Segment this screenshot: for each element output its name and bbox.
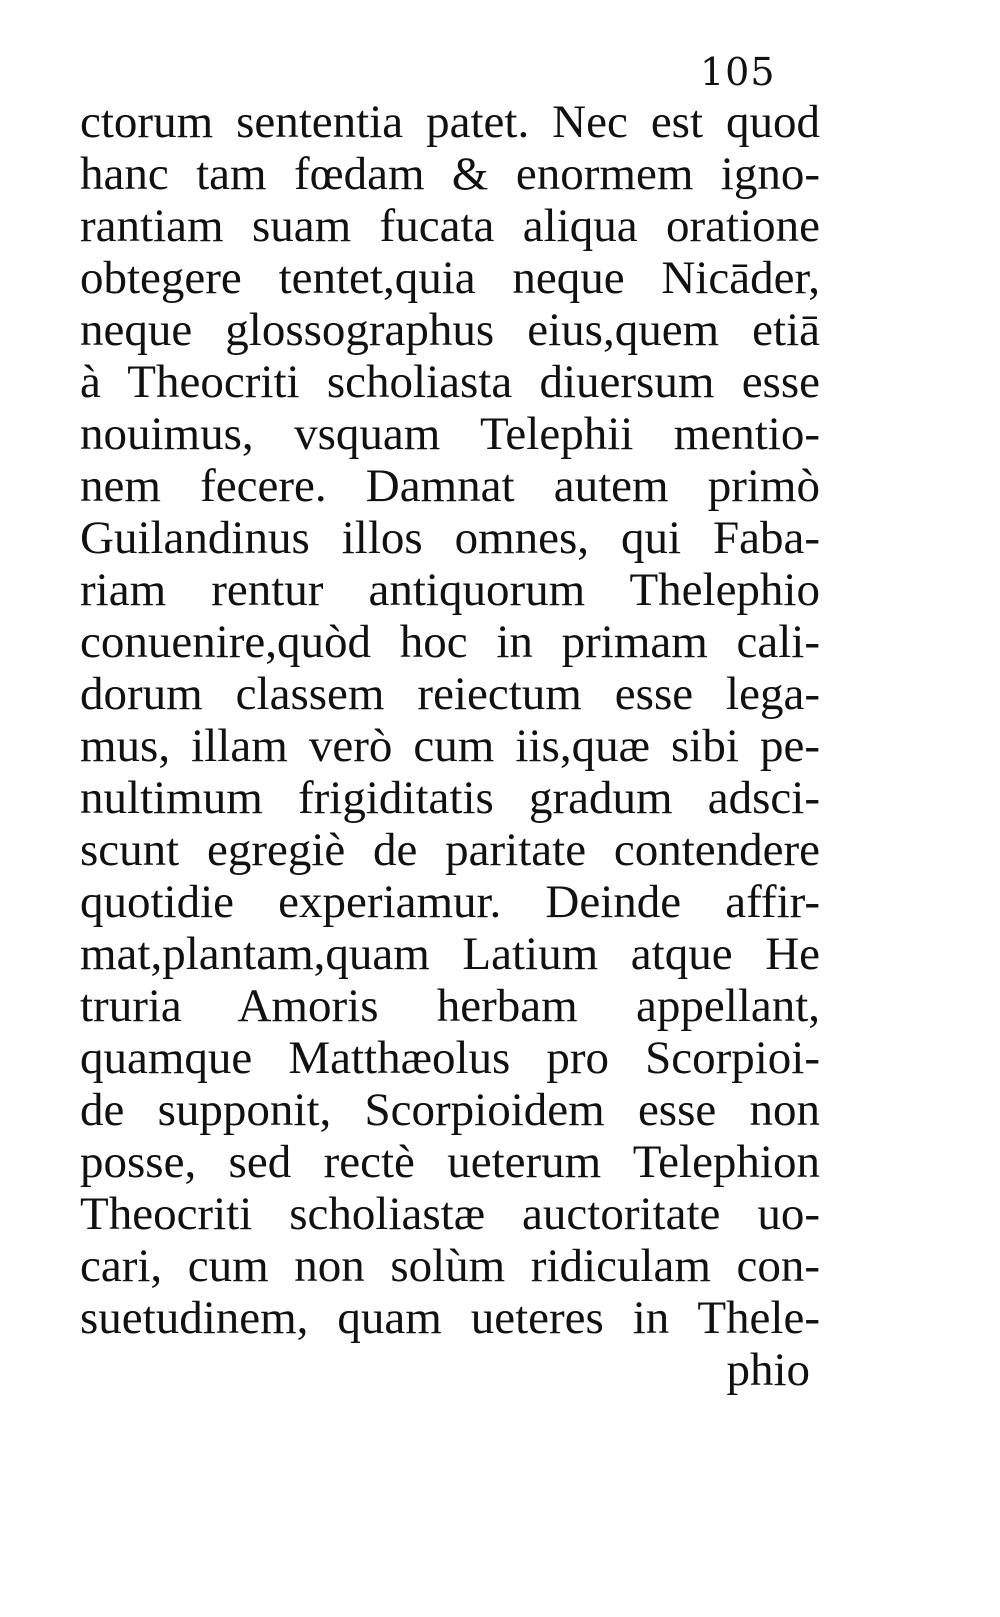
text-line: cari, cum non solùm ridiculam con- bbox=[80, 1240, 820, 1292]
catchword: phio bbox=[726, 1344, 810, 1396]
text-line: nouimus, vsquam Telephii mentio- bbox=[80, 408, 820, 460]
text-line: à Theocriti scholiasta diuersum esse bbox=[80, 356, 820, 408]
page-number: 105 bbox=[700, 50, 776, 94]
text-line: suetudinem, quam ueteres in Thele- bbox=[80, 1292, 820, 1344]
text-line: posse, sed rectè ueterum Telephion bbox=[80, 1136, 820, 1188]
text-line: hanc tam fœdam & enormem igno- bbox=[80, 148, 820, 200]
text-line: scunt egregiè de paritate contendere bbox=[80, 824, 820, 876]
body-text bbox=[80, 96, 820, 1396]
text-line: nem fecere. Damnat autem primò bbox=[80, 460, 820, 512]
text-line: Theocriti scholiastæ auctoritate uo- bbox=[80, 1188, 820, 1240]
text-line: mat,plantam,quam Latium atque He bbox=[80, 928, 820, 980]
text-line: quotidie experiamur. Deinde affir- bbox=[80, 876, 820, 928]
text-line: neque glossographus eius,quem etiā bbox=[80, 304, 820, 356]
text-line: quamque Matthæolus pro Scorpioi- bbox=[80, 1032, 820, 1084]
text-line: obtegere tentet,quia neque Nicāder, bbox=[80, 252, 820, 304]
text-line: mus, illam verò cum iis,quæ sibi pe- bbox=[80, 720, 820, 772]
text-line: rantiam suam fucata aliqua oratione bbox=[80, 200, 820, 252]
text-line: ctorum sententia patet. Nec est quod bbox=[80, 96, 820, 148]
text-line: truria Amoris herbam appellant, bbox=[80, 980, 820, 1032]
text-line: nultimum frigiditatis gradum adsci- bbox=[80, 772, 820, 824]
text-line: Guilandinus illos omnes, qui Faba- bbox=[80, 512, 820, 564]
text-line: riam rentur antiquorum Thelephio bbox=[80, 564, 820, 616]
text-line: de supponit, Scorpioidem esse non bbox=[80, 1084, 820, 1136]
text-line: dorum classem reiectum esse lega- bbox=[80, 668, 820, 720]
text-line: conuenire,quòd hoc in primam cali- bbox=[80, 616, 820, 668]
